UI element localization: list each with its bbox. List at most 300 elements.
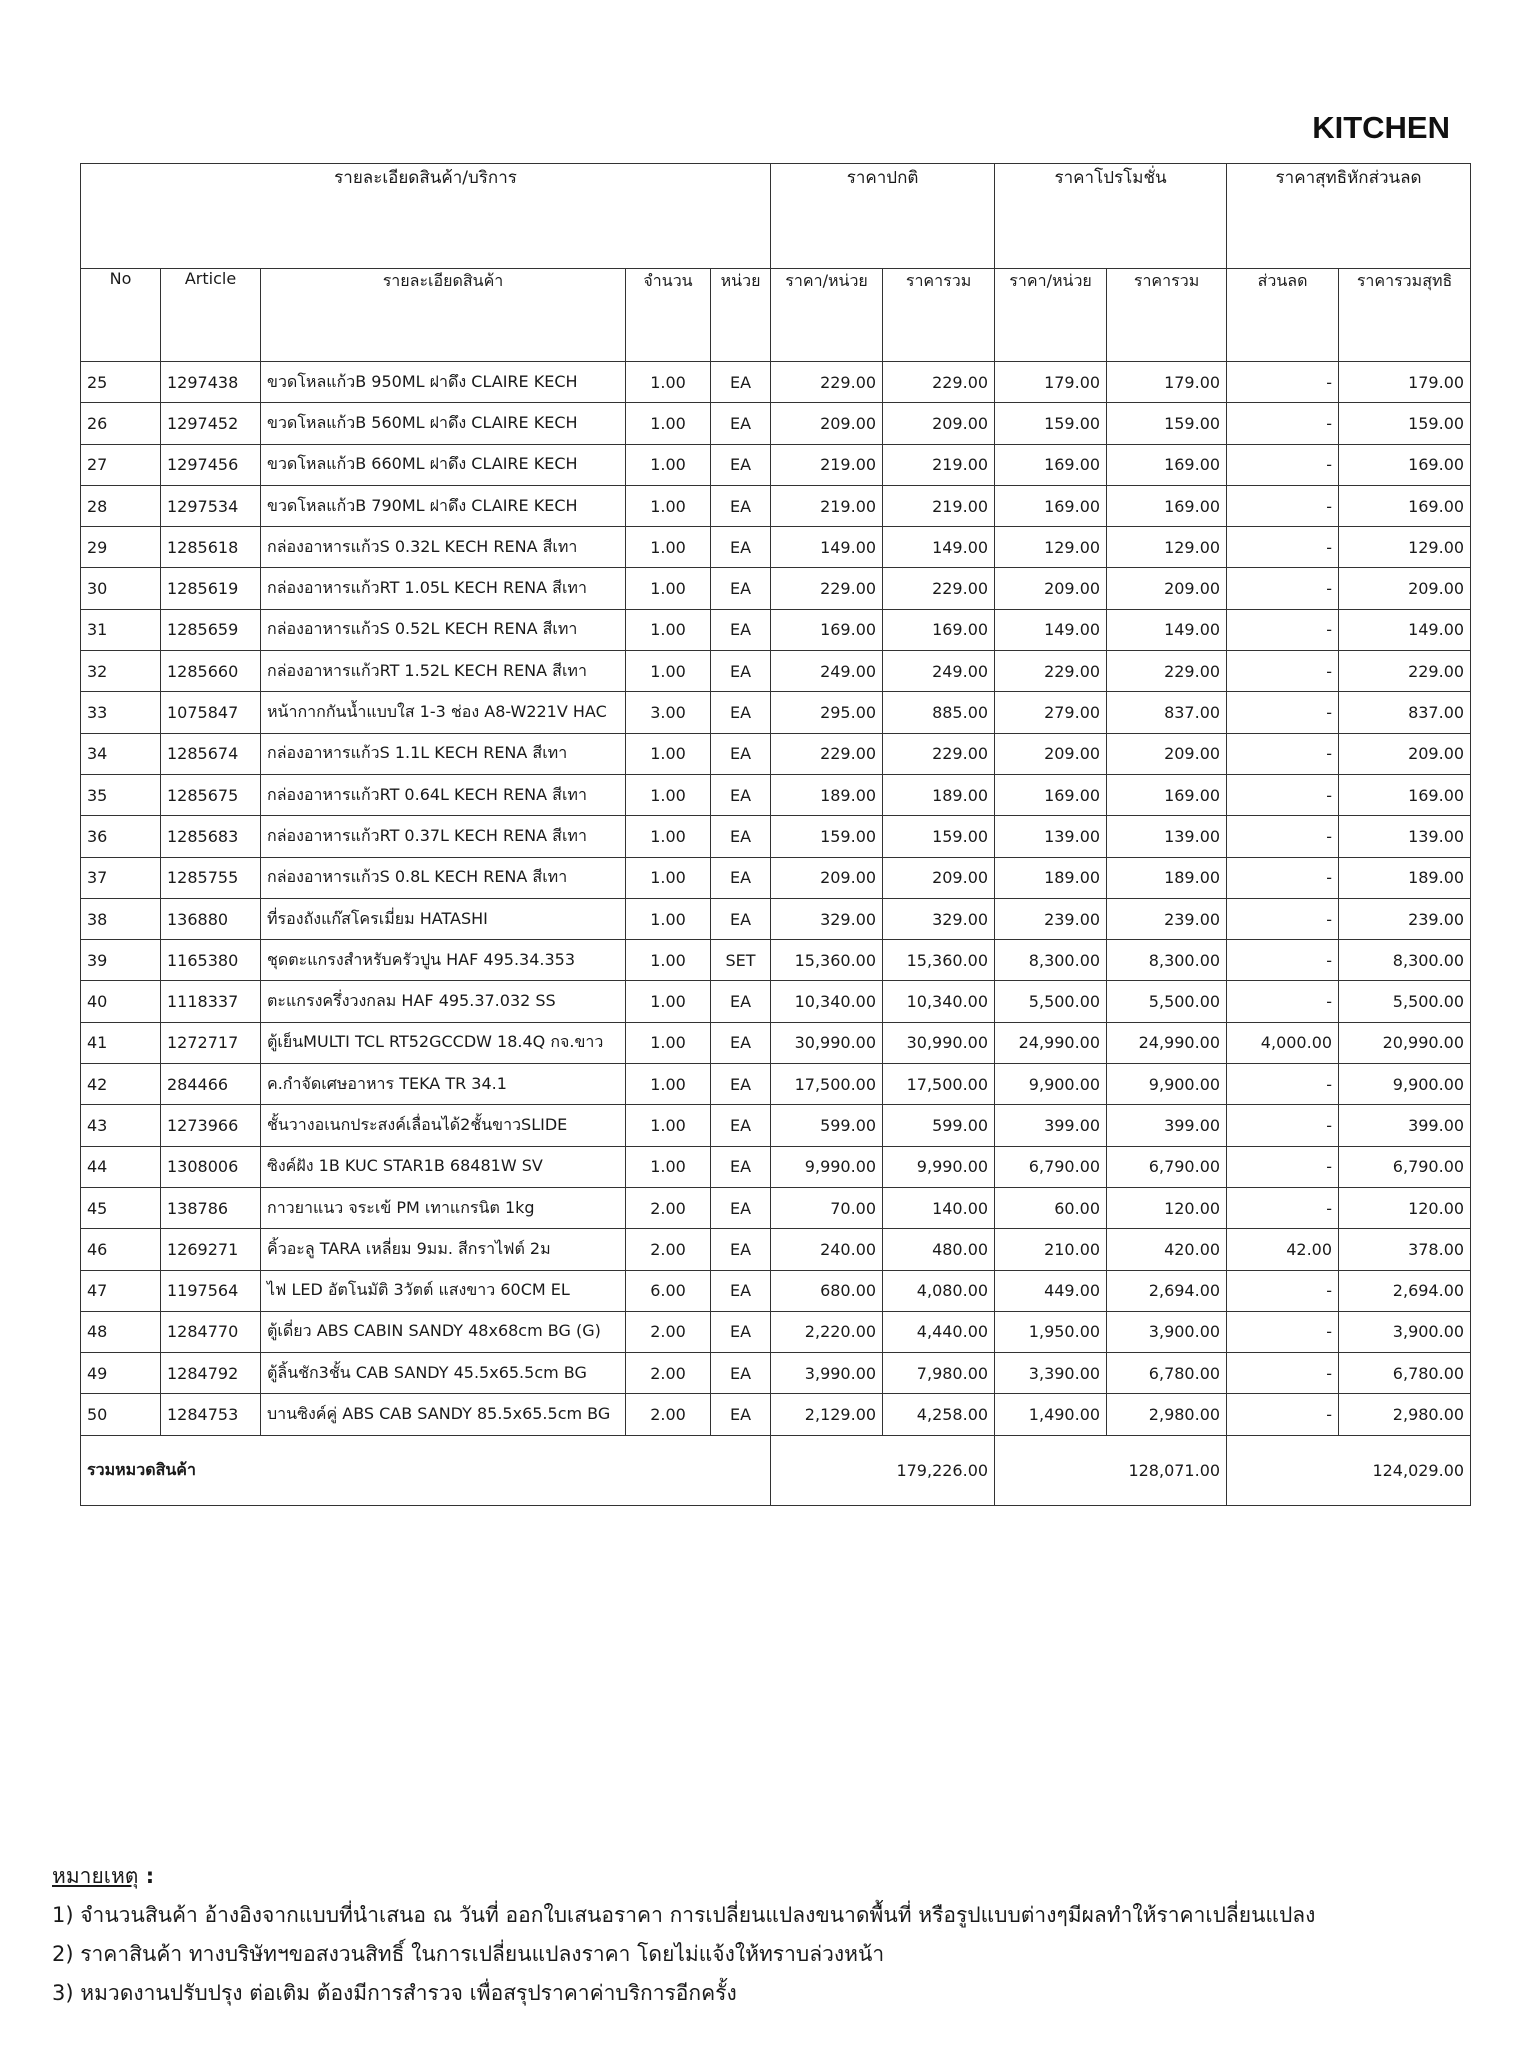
cell-article: 1272717 [161,1022,261,1063]
cell-regular-unit-price: 240.00 [771,1229,883,1270]
cell-regular-unit-price: 2,220.00 [771,1311,883,1352]
cell-unit: EA [711,1105,771,1146]
cell-regular-total: 229.00 [883,568,995,609]
cell-promo-total: 6,790.00 [1107,1146,1227,1187]
cell-discount: - [1227,651,1339,692]
cell-article: 284466 [161,1064,261,1105]
table-row [81,898,1471,939]
cell-no: 38 [81,898,161,939]
cell-description: กล่องอาหารแก้วS 1.1L KECH RENA สีเทา [261,733,626,774]
cell-no: 41 [81,1022,161,1063]
cell-unit: EA [711,816,771,857]
cell-no: 44 [81,1146,161,1187]
cell-article: 1285675 [161,774,261,815]
cell-unit: EA [711,857,771,898]
cell-promo-unit-price: 1,950.00 [995,1311,1107,1352]
cell-regular-total: 7,980.00 [883,1353,995,1394]
col-header-discount: ส่วนลด [1227,269,1339,362]
cell-promo-total: 837.00 [1107,692,1227,733]
cell-regular-unit-price: 149.00 [771,527,883,568]
cell-regular-unit-price: 295.00 [771,692,883,733]
cell-discount: - [1227,816,1339,857]
cell-discount: - [1227,1064,1339,1105]
cell-no: 31 [81,609,161,650]
table-row [81,1394,1471,1435]
cell-discount: - [1227,1270,1339,1311]
cell-promo-total: 2,980.00 [1107,1394,1227,1435]
cell-promo-total: 9,900.00 [1107,1064,1227,1105]
cell-net-total: 378.00 [1339,1229,1471,1270]
cell-qty: 6.00 [626,1270,711,1311]
cell-description: ขวดโหลแก้วB 950ML ฝาดึง CLAIRE KECH [261,362,626,403]
cell-net-total: 179.00 [1339,362,1471,403]
cell-article: 1285618 [161,527,261,568]
cell-promo-unit-price: 449.00 [995,1270,1107,1311]
cell-discount: - [1227,774,1339,815]
column-header-row [81,269,1471,362]
cell-no: 26 [81,403,161,444]
remarks-colon: : [138,1864,155,1888]
cell-regular-total: 140.00 [883,1187,995,1228]
cell-description: ค.กำจัดเศษอาหาร TEKA TR 34.1 [261,1064,626,1105]
cell-article: 1297452 [161,403,261,444]
cell-article: 1285683 [161,816,261,857]
table-row [81,940,1471,981]
cell-net-total: 169.00 [1339,444,1471,485]
page-title: KITCHEN [1312,110,1450,145]
cell-promo-unit-price: 5,500.00 [995,981,1107,1022]
cell-description: ตะแกรงครึ่งวงกลม HAF 495.37.032 SS [261,981,626,1022]
table-row [81,651,1471,692]
cell-description: กล่องอาหารแก้วRT 1.52L KECH RENA สีเทา [261,651,626,692]
group-header-promo-price: ราคาโปรโมชั่น [995,164,1227,269]
group-header-row [81,164,1471,269]
cell-qty: 2.00 [626,1311,711,1352]
cell-net-total: 120.00 [1339,1187,1471,1228]
cell-article: 1165380 [161,940,261,981]
cell-regular-unit-price: 599.00 [771,1105,883,1146]
cell-no: 27 [81,444,161,485]
remarks-heading [52,1857,1492,1896]
cell-description: กล่องอาหารแก้วRT 1.05L KECH RENA สีเทา [261,568,626,609]
cell-promo-unit-price: 3,390.00 [995,1353,1107,1394]
cell-article: 1297534 [161,485,261,526]
cell-unit: EA [711,1394,771,1435]
cell-promo-unit-price: 279.00 [995,692,1107,733]
cell-promo-total: 399.00 [1107,1105,1227,1146]
cell-qty: 2.00 [626,1229,711,1270]
cell-regular-total: 9,990.00 [883,1146,995,1187]
cell-promo-unit-price: 9,900.00 [995,1064,1107,1105]
cell-description: ชั้นวางอเนกประสงค์เลื่อนได้2ชั้นขาวSLIDE [261,1105,626,1146]
cell-qty: 1.00 [626,444,711,485]
cell-article: 1197564 [161,1270,261,1311]
cell-qty: 1.00 [626,857,711,898]
cell-promo-unit-price: 159.00 [995,403,1107,444]
cell-unit: EA [711,1187,771,1228]
cell-regular-unit-price: 209.00 [771,857,883,898]
cell-regular-total: 189.00 [883,774,995,815]
cell-article: 1285674 [161,733,261,774]
cell-qty: 1.00 [626,403,711,444]
remark-line-2: 2) ราคาสินค้า ทางบริษัทฯขอสงวนสิทธิ์ ในการเปลี่ยนแปลงราคา โดยไม่แจ้งให้ทราบล่วงหน้า [52,1942,885,1966]
cell-net-total: 3,900.00 [1339,1311,1471,1352]
table-row [81,692,1471,733]
cell-no: 43 [81,1105,161,1146]
cell-regular-unit-price: 329.00 [771,898,883,939]
table-row [81,1022,1471,1063]
total-net: 124,029.00 [1227,1435,1471,1505]
cell-unit: EA [711,527,771,568]
cell-unit: EA [711,1311,771,1352]
cell-unit: EA [711,362,771,403]
cell-regular-total: 4,080.00 [883,1270,995,1311]
cell-net-total: 20,990.00 [1339,1022,1471,1063]
cell-qty: 1.00 [626,609,711,650]
table-row [81,568,1471,609]
total-promo: 128,071.00 [995,1435,1227,1505]
cell-discount: - [1227,733,1339,774]
cell-description: ขวดโหลแก้วB 660ML ฝาดึง CLAIRE KECH [261,444,626,485]
table-row [81,403,1471,444]
cell-net-total: 399.00 [1339,1105,1471,1146]
cell-regular-unit-price: 219.00 [771,485,883,526]
cell-qty: 2.00 [626,1394,711,1435]
cell-description: กล่องอาหารแก้วS 0.8L KECH RENA สีเทา [261,857,626,898]
cell-net-total: 209.00 [1339,568,1471,609]
cell-qty: 1.00 [626,485,711,526]
cell-description: กล่องอาหารแก้วRT 0.37L KECH RENA สีเทา [261,816,626,857]
cell-qty: 1.00 [626,1064,711,1105]
cell-no: 37 [81,857,161,898]
cell-net-total: 129.00 [1339,527,1471,568]
cell-promo-total: 3,900.00 [1107,1311,1227,1352]
cell-regular-unit-price: 2,129.00 [771,1394,883,1435]
cell-qty: 1.00 [626,651,711,692]
cell-promo-total: 8,300.00 [1107,940,1227,981]
cell-description: ซิงค์ฝัง 1B KUC STAR1B 68481W SV [261,1146,626,1187]
cell-no: 36 [81,816,161,857]
table-row [81,733,1471,774]
table-row [81,1064,1471,1105]
cell-regular-unit-price: 209.00 [771,403,883,444]
cell-article: 1284770 [161,1311,261,1352]
cell-regular-total: 229.00 [883,362,995,403]
cell-promo-unit-price: 229.00 [995,651,1107,692]
cell-qty: 1.00 [626,1146,711,1187]
cell-no: 45 [81,1187,161,1228]
cell-unit: SET [711,940,771,981]
cell-discount: - [1227,981,1339,1022]
cell-net-total: 149.00 [1339,609,1471,650]
cell-regular-unit-price: 680.00 [771,1270,883,1311]
cell-regular-total: 159.00 [883,816,995,857]
cell-qty: 1.00 [626,981,711,1022]
cell-article: 1285755 [161,857,261,898]
cell-no: 47 [81,1270,161,1311]
cell-regular-total: 30,990.00 [883,1022,995,1063]
cell-promo-unit-price: 149.00 [995,609,1107,650]
cell-unit: EA [711,568,771,609]
cell-qty: 1.00 [626,816,711,857]
cell-net-total: 169.00 [1339,774,1471,815]
cell-qty: 1.00 [626,1105,711,1146]
cell-promo-unit-price: 1,490.00 [995,1394,1107,1435]
cell-description: หน้ากากกันน้ำแบบใส 1-3 ช่อง A8-W221V HAC [261,692,626,733]
cell-discount: - [1227,1311,1339,1352]
cell-qty: 2.00 [626,1187,711,1228]
col-header-regular-unit-price: ราคา/หน่วย [771,269,883,362]
cell-regular-unit-price: 15,360.00 [771,940,883,981]
cell-net-total: 159.00 [1339,403,1471,444]
cell-unit: EA [711,651,771,692]
table-row [81,444,1471,485]
cell-promo-unit-price: 169.00 [995,774,1107,815]
cell-regular-total: 149.00 [883,527,995,568]
cell-discount: - [1227,940,1339,981]
cell-regular-unit-price: 30,990.00 [771,1022,883,1063]
cell-description: ตู้เดี่ยว ABS CABIN SANDY 48x68cm BG (G) [261,1311,626,1352]
cell-discount: - [1227,1394,1339,1435]
cell-promo-unit-price: 209.00 [995,568,1107,609]
cell-promo-total: 229.00 [1107,651,1227,692]
cell-unit: EA [711,1229,771,1270]
cell-regular-unit-price: 159.00 [771,816,883,857]
cell-description: ตู้ลิ้นชัก3ชั้น CAB SANDY 45.5x65.5cm BG [261,1353,626,1394]
table-row [81,857,1471,898]
cell-regular-unit-price: 229.00 [771,733,883,774]
cell-discount: - [1227,362,1339,403]
cell-regular-unit-price: 9,990.00 [771,1146,883,1187]
cell-promo-unit-price: 210.00 [995,1229,1107,1270]
cell-qty: 1.00 [626,1022,711,1063]
cell-article: 136880 [161,898,261,939]
table-row [81,1311,1471,1352]
cell-net-total: 189.00 [1339,857,1471,898]
col-header-unit: หน่วย [711,269,771,362]
cell-no: 42 [81,1064,161,1105]
cell-net-total: 6,790.00 [1339,1146,1471,1187]
cell-discount: - [1227,403,1339,444]
cell-promo-unit-price: 8,300.00 [995,940,1107,981]
cell-promo-unit-price: 129.00 [995,527,1107,568]
cell-discount: - [1227,1146,1339,1187]
cell-qty: 3.00 [626,692,711,733]
table-row [81,981,1471,1022]
cell-article: 1285619 [161,568,261,609]
table-row [81,1105,1471,1146]
table-row [81,774,1471,815]
cell-article: 1075847 [161,692,261,733]
cell-regular-total: 15,360.00 [883,940,995,981]
cell-article: 1284792 [161,1353,261,1394]
cell-no: 40 [81,981,161,1022]
cell-unit: EA [711,609,771,650]
table-row [81,1146,1471,1187]
cell-promo-total: 159.00 [1107,403,1227,444]
cell-article: 1118337 [161,981,261,1022]
cell-regular-total: 219.00 [883,444,995,485]
table-row [81,1187,1471,1228]
cell-article: 1285660 [161,651,261,692]
cell-promo-total: 6,780.00 [1107,1353,1227,1394]
cell-qty: 1.00 [626,527,711,568]
cell-regular-unit-price: 10,340.00 [771,981,883,1022]
col-header-article: Article [161,269,261,362]
cell-description: ขวดโหลแก้วB 560ML ฝาดึง CLAIRE KECH [261,403,626,444]
col-header-promo-unit-price: ราคา/หน่วย [995,269,1107,362]
cell-discount: - [1227,444,1339,485]
col-header-regular-total: ราคารวม [883,269,995,362]
cell-qty: 1.00 [626,733,711,774]
cell-net-total: 6,780.00 [1339,1353,1471,1394]
cell-discount: - [1227,1187,1339,1228]
cell-net-total: 5,500.00 [1339,981,1471,1022]
cell-discount: 42.00 [1227,1229,1339,1270]
cell-unit: EA [711,444,771,485]
cell-promo-total: 149.00 [1107,609,1227,650]
cell-promo-total: 209.00 [1107,733,1227,774]
quote-table [80,163,1471,1506]
cell-regular-total: 4,258.00 [883,1394,995,1435]
cell-promo-total: 179.00 [1107,362,1227,403]
cell-no: 49 [81,1353,161,1394]
cell-no: 35 [81,774,161,815]
cell-description: คิ้วอะลู TARA เหลี่ยม 9มม. สีกราไฟต์ 2ม [261,1229,626,1270]
cell-regular-unit-price: 17,500.00 [771,1064,883,1105]
cell-promo-total: 209.00 [1107,568,1227,609]
cell-net-total: 239.00 [1339,898,1471,939]
cell-no: 29 [81,527,161,568]
cell-discount: - [1227,1105,1339,1146]
cell-promo-unit-price: 60.00 [995,1187,1107,1228]
cell-discount: - [1227,1353,1339,1394]
cell-regular-unit-price: 229.00 [771,568,883,609]
table-row [81,816,1471,857]
cell-description: ชุดตะแกรงสำหรับครัวปูน HAF 495.34.353 [261,940,626,981]
cell-no: 30 [81,568,161,609]
cell-no: 46 [81,1229,161,1270]
cell-description: กล่องอาหารแก้วRT 0.64L KECH RENA สีเทา [261,774,626,815]
col-header-no: No [81,269,161,362]
cell-article: 138786 [161,1187,261,1228]
table-row [81,527,1471,568]
table-row [81,485,1471,526]
cell-regular-unit-price: 3,990.00 [771,1353,883,1394]
cell-net-total: 229.00 [1339,651,1471,692]
cell-regular-total: 599.00 [883,1105,995,1146]
cell-no: 48 [81,1311,161,1352]
cell-unit: EA [711,1064,771,1105]
cell-promo-total: 129.00 [1107,527,1227,568]
cell-unit: EA [711,774,771,815]
group-header-net-price: ราคาสุทธิหักส่วนลด [1227,164,1471,269]
cell-discount: - [1227,898,1339,939]
cell-no: 33 [81,692,161,733]
cell-net-total: 2,980.00 [1339,1394,1471,1435]
cell-promo-unit-price: 209.00 [995,733,1107,774]
cell-qty: 1.00 [626,568,711,609]
remark-line-1: 1) จำนวนสินค้า อ้างอิงจากแบบที่นำเสนอ ณ วันที่ ออกใบเสนอราคา การเปลี่ยนแปลงขนาดพื้นที่ หรือรูปแบบต่างๆมีผลทำให้ราคาเปลี่ยนแปลง [52,1903,1316,1927]
table-body [81,362,1471,1436]
cell-no: 39 [81,940,161,981]
table-row [81,1229,1471,1270]
cell-article: 1273966 [161,1105,261,1146]
cell-discount: - [1227,568,1339,609]
cell-qty: 1.00 [626,774,711,815]
cell-promo-total: 139.00 [1107,816,1227,857]
cell-unit: EA [711,1022,771,1063]
table-row [81,609,1471,650]
cell-description: ที่รองถังแก๊สโครเมี่ยม HATASHI [261,898,626,939]
cell-description: กล่องอาหารแก้วS 0.32L KECH RENA สีเทา [261,527,626,568]
cell-regular-total: 229.00 [883,733,995,774]
cell-promo-total: 169.00 [1107,774,1227,815]
cell-regular-total: 4,440.00 [883,1311,995,1352]
cell-regular-total: 480.00 [883,1229,995,1270]
cell-discount: - [1227,485,1339,526]
cell-regular-total: 329.00 [883,898,995,939]
cell-description: ขวดโหลแก้วB 790ML ฝาดึง CLAIRE KECH [261,485,626,526]
cell-article: 1297438 [161,362,261,403]
cell-article: 1269271 [161,1229,261,1270]
cell-article: 1284753 [161,1394,261,1435]
cell-regular-total: 169.00 [883,609,995,650]
cell-promo-unit-price: 189.00 [995,857,1107,898]
remark-line-3: 3) หมวดงานปรับปรุง ต่อเติม ต้องมีการสำรวจ เพื่อสรุปราคาค่าบริการอีกครั้ง [52,1981,737,2005]
cell-unit: EA [711,733,771,774]
cell-discount: - [1227,857,1339,898]
cell-regular-total: 219.00 [883,485,995,526]
cell-no: 25 [81,362,161,403]
col-header-promo-total: ราคารวม [1107,269,1227,362]
cell-regular-total: 885.00 [883,692,995,733]
cell-article: 1285659 [161,609,261,650]
cell-description: ไฟ LED อัตโนมัติ 3วัตต์ แสงขาว 60CM EL [261,1270,626,1311]
cell-discount: 4,000.00 [1227,1022,1339,1063]
cell-net-total: 837.00 [1339,692,1471,733]
cell-promo-total: 239.00 [1107,898,1227,939]
col-header-net-total: ราคารวมสุทธิ [1339,269,1471,362]
cell-promo-total: 120.00 [1107,1187,1227,1228]
cell-promo-total: 169.00 [1107,444,1227,485]
cell-description: กาวยาแนว จระเข้ PM เทาแกรนิต 1kg [261,1187,626,1228]
cell-unit: EA [711,403,771,444]
col-header-qty: จำนวน [626,269,711,362]
group-header-product: รายละเอียดสินค้า/บริการ [81,164,771,269]
cell-regular-total: 249.00 [883,651,995,692]
cell-promo-unit-price: 24,990.00 [995,1022,1107,1063]
cell-promo-unit-price: 139.00 [995,816,1107,857]
cell-net-total: 209.00 [1339,733,1471,774]
cell-qty: 1.00 [626,362,711,403]
cell-qty: 1.00 [626,898,711,939]
cell-net-total: 8,300.00 [1339,940,1471,981]
cell-regular-unit-price: 70.00 [771,1187,883,1228]
cell-regular-total: 209.00 [883,403,995,444]
cell-regular-total: 10,340.00 [883,981,995,1022]
cell-description: กล่องอาหารแก้วS 0.52L KECH RENA สีเทา [261,609,626,650]
total-regular: 179,226.00 [771,1435,995,1505]
cell-regular-unit-price: 169.00 [771,609,883,650]
cell-unit: EA [711,485,771,526]
cell-promo-total: 189.00 [1107,857,1227,898]
cell-discount: - [1227,609,1339,650]
cell-regular-unit-price: 229.00 [771,362,883,403]
cell-net-total: 2,694.00 [1339,1270,1471,1311]
table-row [81,1353,1471,1394]
cell-regular-unit-price: 219.00 [771,444,883,485]
